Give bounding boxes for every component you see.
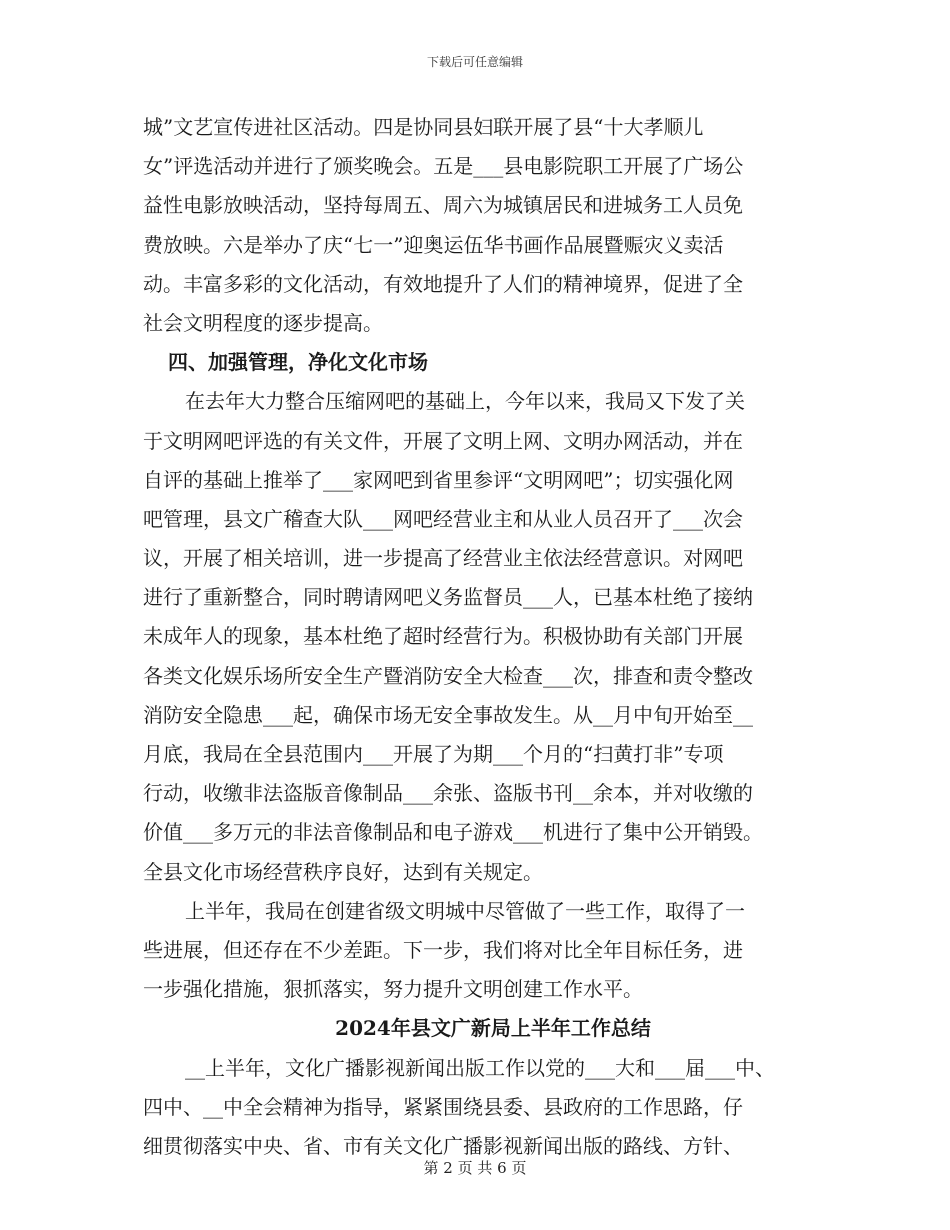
body-line: 行动，收缴非法盗版音像制品___余张、盗版书刊__余本，并对收缴的 bbox=[143, 781, 753, 806]
body-line: 各类文化娱乐场所安全生产暨消防安全大检查___次，排查和责令整改 bbox=[143, 663, 753, 688]
page-header: 下载后可任意编辑 bbox=[426, 55, 523, 69]
body-line: 动。丰富多彩的文化活动，有效地提升了人们的精神境界，促进了全 bbox=[143, 271, 743, 296]
body-line: 于文明网吧评选的有关文件，开展了文明上网、文明办网活动，并在 bbox=[143, 428, 743, 453]
body-line: 议，开展了相关培训，进一步提高了经营业主依法经营意识。对网吧 bbox=[143, 546, 743, 571]
body-line: 女”评选活动并进行了颁奖晚会。五是___县电影院职工开展了广场公 bbox=[143, 154, 744, 179]
body-line: 自评的基础上推举了___家网吧到省里参评“文明网吧”；切实强化网 bbox=[143, 467, 734, 492]
document-body bbox=[143, 108, 811, 1166]
body-line: 些进展，但还存在不少差距。下一步，我们将对比全年目标任务，进 bbox=[143, 937, 743, 962]
body-line: 未成年人的现象，基本杜绝了超时经营行为。积极协助有关部门开展 bbox=[143, 624, 743, 649]
body-line: 月底，我局在全县范围内___开展了为期___个月的“扫黄打非”专项 bbox=[143, 742, 724, 766]
body-line: 消防安全隐患___起，确保市场无安全事故发生。从__月中旬开始至__ bbox=[143, 702, 753, 727]
body-line: 吧管理，县文广稽查大队___网吧经营业主和从业人员召开了___次会 bbox=[143, 506, 743, 531]
body-line: 一步强化措施，狠抓落实，努力提升文明创建工作水平。 bbox=[143, 977, 643, 1002]
page-number: 第 2 页 共 6 页 bbox=[423, 1159, 527, 1177]
body-line: 益性电影放映活动，坚持每周五、周六为城镇居民和进城务工人员免 bbox=[143, 193, 743, 218]
body-line: 价值___多万元的非法音像制品和电子游戏___机进行了集中公开销毁。 bbox=[143, 820, 763, 845]
body-line: 细贯彻落实中央、省、市有关文化广播影视新闻出版的路线、方针、 bbox=[143, 1133, 743, 1158]
body-line: 进行了重新整合，同时聘请网吧义务监督员___人，已基本杜绝了接纳 bbox=[143, 585, 753, 610]
body-line: 社会文明程度的逐步提高。 bbox=[143, 310, 383, 335]
body-line: 四中、__中全会精神为指导，紧紧围绕县委、县政府的工作思路，仔 bbox=[143, 1094, 743, 1119]
body-line: 费放映。六是举办了庆“七一”迎奥运伍华书画作品展暨赈灾义卖活 bbox=[143, 232, 724, 257]
body-line: 城”文艺宣传进社区活动。四是协同县妇联开展了县“十大孝顺儿 bbox=[143, 115, 704, 139]
body-line: 在去年大力整合压缩网吧的基础上，今年以来，我局又下发了关 bbox=[185, 389, 745, 414]
section-heading: 四、加强管理，净化文化市场 bbox=[168, 350, 428, 375]
body-line: __上半年，文化广播影视新闻出版工作以党的___大和___届___中、 bbox=[185, 1055, 775, 1080]
document-title: 2024年县文广新局上半年工作总结 bbox=[335, 1016, 651, 1041]
body-line: 上半年，我局在创建省级文明城中尽管做了一些工作，取得了一 bbox=[185, 898, 745, 923]
body-line: 全县文化市场经营秩序良好，达到有关规定。 bbox=[143, 859, 543, 884]
